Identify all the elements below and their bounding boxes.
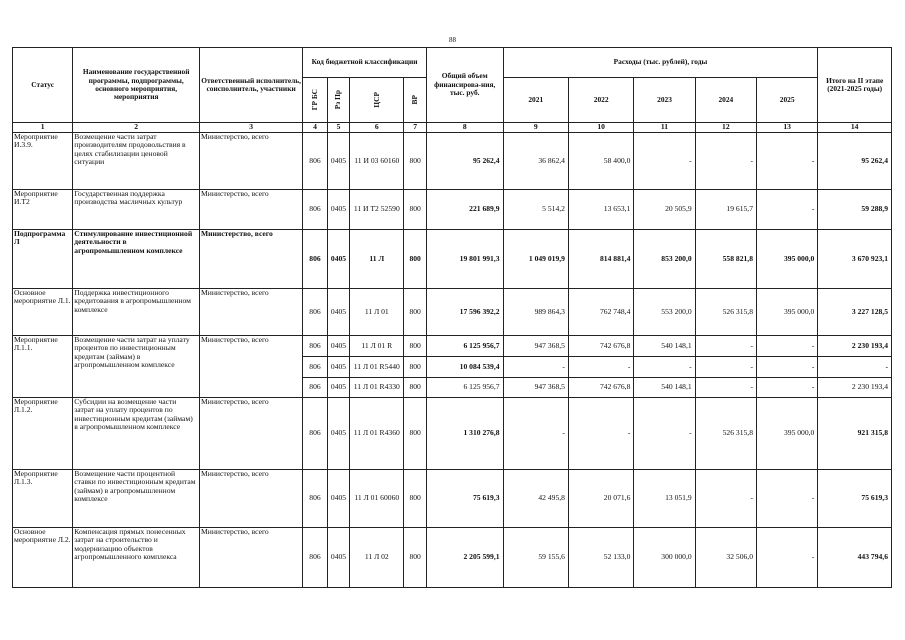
cell-csr: 11 Л 01 60060 <box>350 470 404 528</box>
cell-grbs: 806 <box>303 528 328 588</box>
header-rzpr <box>327 78 349 123</box>
cell-y2021: 947 368,5 <box>503 336 568 357</box>
cell-y2022: - <box>568 357 633 378</box>
column-number: 2 <box>73 123 200 133</box>
cell-csr: 11 И 03 60160 <box>350 133 404 190</box>
budget-table <box>12 47 892 588</box>
row-executor: Министерство, всего <box>200 230 303 289</box>
header-year: 2024 <box>695 78 756 123</box>
cell-y2021: 42 495,8 <box>503 470 568 528</box>
cell-vr: 800 <box>404 289 427 336</box>
header-executor: Ответственный исполнитель, соисполнитель, участники <box>200 48 303 123</box>
cell-csr: 11 Л <box>350 230 404 289</box>
cell-y2022: 814 881,4 <box>568 230 633 289</box>
page-number: 88 <box>449 36 456 44</box>
cell-sum: 2 230 193,4 <box>818 378 892 398</box>
cell-sum: 75 619,3 <box>818 470 892 528</box>
cell-rzpr: 0405 <box>327 190 349 230</box>
column-number: 4 <box>303 123 328 133</box>
table-row <box>13 133 892 190</box>
cell-rzpr: 0405 <box>327 336 349 357</box>
cell-total: 19 801 991,3 <box>426 230 503 289</box>
table-row <box>13 190 892 230</box>
cell-y2021: - <box>503 398 568 470</box>
cell-grbs: 806 <box>303 336 328 357</box>
cell-y2025: - <box>756 528 817 588</box>
cell-total: 221 689,9 <box>426 190 503 230</box>
cell-rzpr: 0405 <box>327 289 349 336</box>
row-name: Поддержка инвестиционного кредитования в агропромышленном комплексе <box>73 289 200 336</box>
column-number: 7 <box>404 123 427 133</box>
table-row <box>13 470 892 528</box>
row-status: Основное мероприятие Л.1. <box>13 289 73 336</box>
row-status: Мероприятие И.Т2 <box>13 190 73 230</box>
column-number: 9 <box>503 123 568 133</box>
cell-y2021: 989 864,3 <box>503 289 568 336</box>
cell-grbs: 806 <box>303 357 328 378</box>
cell-y2025: 395 000,0 <box>756 398 817 470</box>
row-name: Стимулирование инвестиционной деятельности в агропромышленном комплексе <box>73 230 200 289</box>
cell-sum: 443 794,6 <box>818 528 892 588</box>
row-name: Возмещение части процентной ставки по инвестиционным кредитам (займам) в агропромышленном комплексе <box>73 470 200 528</box>
cell-sum: 3 227 128,5 <box>818 289 892 336</box>
column-number: 3 <box>200 123 303 133</box>
table-row <box>13 398 892 470</box>
column-numbers-row <box>13 123 892 133</box>
column-number: 12 <box>695 123 756 133</box>
header-stage-total: Итого на II этапе (2021-2025 годы) <box>818 48 892 123</box>
cell-sum: 3 670 923,1 <box>818 230 892 289</box>
cell-vr: 800 <box>404 470 427 528</box>
cell-y2022: - <box>568 398 633 470</box>
row-status: Основное мероприятие Л.2. <box>13 528 73 588</box>
header-name: Наименование государственной программы, подпрограммы, основного мероприятия, мероприятия <box>73 48 200 123</box>
header-status: Статус <box>13 48 73 123</box>
column-number: 5 <box>327 123 349 133</box>
row-name: Государственная поддержка производства масличных культур <box>73 190 200 230</box>
header-vr-label: ВР <box>409 95 419 105</box>
row-status: Мероприятие Л.1.3. <box>13 470 73 528</box>
row-status: Мероприятие Л.1.2. <box>13 398 73 470</box>
header-year: 2023 <box>634 78 695 123</box>
row-status: Мероприятие И.3.9. <box>13 133 73 190</box>
cell-sum: 59 288,9 <box>818 190 892 230</box>
cell-y2023: 553 200,0 <box>634 289 695 336</box>
cell-sum: 2 230 193,4 <box>818 336 892 357</box>
cell-csr: 11 И Т2 52590 <box>350 190 404 230</box>
cell-csr: 11 Л 02 <box>350 528 404 588</box>
cell-csr: 11 Л 01 <box>350 289 404 336</box>
cell-grbs: 806 <box>303 289 328 336</box>
header-grbs-label: ГР БС <box>309 89 319 111</box>
header-year: 2025 <box>756 78 817 123</box>
column-number: 8 <box>426 123 503 133</box>
cell-y2025: - <box>756 470 817 528</box>
cell-vr: 800 <box>404 378 427 398</box>
row-executor: Министерство, всего <box>200 133 303 190</box>
cell-grbs: 806 <box>303 378 328 398</box>
cell-y2023: 20 505,9 <box>634 190 695 230</box>
header-year: 2022 <box>568 78 633 123</box>
header-vr <box>404 78 427 123</box>
cell-total: 95 262,4 <box>426 133 503 190</box>
cell-csr: 11 Л 01 R <box>350 336 404 357</box>
cell-total: 17 596 392,2 <box>426 289 503 336</box>
cell-y2025: - <box>756 378 817 398</box>
row-name: Возмещение части затрат на уплату процентов по инвестиционным кредитам (займам) в агропромышленном комплексе <box>73 336 200 398</box>
cell-sum: 95 262,4 <box>818 133 892 190</box>
table-row <box>13 289 892 336</box>
cell-csr: 11 Л 01 R5440 <box>350 357 404 378</box>
cell-csr: 11 Л 01 R4360 <box>350 398 404 470</box>
header-grbs <box>303 78 328 123</box>
row-executor: Министерство, всего <box>200 528 303 588</box>
row-status: Мероприятие Л.1.1. <box>13 336 73 398</box>
cell-y2024: - <box>695 133 756 190</box>
header-csr-label: ЦСР <box>371 92 381 108</box>
cell-y2022: 20 071,6 <box>568 470 633 528</box>
cell-y2021: 947 368,5 <box>503 378 568 398</box>
cell-total: 10 084 539,4 <box>426 357 503 378</box>
cell-y2025: 395 000,0 <box>756 289 817 336</box>
column-number: 10 <box>568 123 633 133</box>
cell-y2022: 742 676,8 <box>568 378 633 398</box>
cell-y2023: - <box>634 398 695 470</box>
cell-y2023: 540 148,1 <box>634 336 695 357</box>
cell-y2022: 58 400,0 <box>568 133 633 190</box>
cell-y2025: - <box>756 357 817 378</box>
header-rzpr-label: Рз Пр <box>333 90 343 110</box>
cell-y2024: 19 615,7 <box>695 190 756 230</box>
row-executor: Министерство, всего <box>200 398 303 470</box>
cell-rzpr: 0405 <box>327 470 349 528</box>
cell-y2024: 558 821,8 <box>695 230 756 289</box>
cell-vr: 800 <box>404 230 427 289</box>
cell-total: 2 205 599,1 <box>426 528 503 588</box>
cell-total: 6 125 956,7 <box>426 378 503 398</box>
cell-y2023: - <box>634 357 695 378</box>
row-executor: Министерство, всего <box>200 190 303 230</box>
cell-y2021: 1 049 019,9 <box>503 230 568 289</box>
cell-vr: 800 <box>404 357 427 378</box>
cell-vr: 800 <box>404 336 427 357</box>
column-number: 13 <box>756 123 817 133</box>
cell-total: 75 619,3 <box>426 470 503 528</box>
cell-y2021: - <box>503 357 568 378</box>
cell-y2024: 526 315,8 <box>695 398 756 470</box>
cell-grbs: 806 <box>303 230 328 289</box>
cell-vr: 800 <box>404 190 427 230</box>
cell-vr: 800 <box>404 398 427 470</box>
cell-rzpr: 0405 <box>327 230 349 289</box>
header-total: Общий объем финансирова-ния, тыс. руб. <box>426 48 503 123</box>
cell-y2022: 52 133,0 <box>568 528 633 588</box>
cell-y2023: 300 000,0 <box>634 528 695 588</box>
cell-y2021: 36 862,4 <box>503 133 568 190</box>
cell-y2023: 540 148,1 <box>634 378 695 398</box>
table-row <box>13 230 892 289</box>
table-row <box>13 336 892 357</box>
cell-rzpr: 0405 <box>327 398 349 470</box>
cell-sum: 921 315,8 <box>818 398 892 470</box>
header-budget-code: Код бюджетной классификации <box>303 48 427 78</box>
row-executor: Министерство, всего <box>200 336 303 398</box>
cell-y2021: 5 514,2 <box>503 190 568 230</box>
cell-y2021: 59 155,6 <box>503 528 568 588</box>
row-status: Подпрограмма Л <box>13 230 73 289</box>
header-year: 2021 <box>503 78 568 123</box>
cell-rzpr: 0405 <box>327 528 349 588</box>
cell-y2025: - <box>756 336 817 357</box>
cell-sum: - <box>818 357 892 378</box>
row-name: Компенсация прямых понесенных затрат на строительство и модернизацию объектов агропромышленного комплекса <box>73 528 200 588</box>
cell-y2022: 13 653,1 <box>568 190 633 230</box>
column-number: 6 <box>350 123 404 133</box>
cell-y2024: - <box>695 336 756 357</box>
cell-y2023: - <box>634 133 695 190</box>
cell-grbs: 806 <box>303 470 328 528</box>
cell-y2023: 13 051,9 <box>634 470 695 528</box>
cell-grbs: 806 <box>303 190 328 230</box>
cell-grbs: 806 <box>303 398 328 470</box>
row-name: Возмещение части затрат производителям продовольствия в целях стабилизации ценовой ситуации <box>73 133 200 190</box>
cell-grbs: 806 <box>303 133 328 190</box>
cell-y2025: - <box>756 133 817 190</box>
cell-y2024: - <box>695 378 756 398</box>
cell-y2024: 526 315,8 <box>695 289 756 336</box>
row-executor: Министерство, всего <box>200 289 303 336</box>
column-number: 11 <box>634 123 695 133</box>
cell-total: 1 310 276,8 <box>426 398 503 470</box>
cell-y2024: 32 506,0 <box>695 528 756 588</box>
header-expenses: Расходы (тыс. рублей), годы <box>503 48 818 78</box>
cell-vr: 800 <box>404 133 427 190</box>
table-row <box>13 528 892 588</box>
cell-y2024: - <box>695 357 756 378</box>
cell-y2023: 853 200,0 <box>634 230 695 289</box>
cell-y2024: - <box>695 470 756 528</box>
cell-y2022: 742 676,8 <box>568 336 633 357</box>
cell-y2022: 762 748,4 <box>568 289 633 336</box>
column-number: 1 <box>13 123 73 133</box>
header-csr <box>350 78 404 123</box>
cell-y2025: - <box>756 190 817 230</box>
column-number: 14 <box>818 123 892 133</box>
cell-vr: 800 <box>404 528 427 588</box>
cell-total: 6 125 956,7 <box>426 336 503 357</box>
row-executor: Министерство, всего <box>200 470 303 528</box>
cell-csr: 11 Л 01 R4330 <box>350 378 404 398</box>
cell-y2025: 395 000,0 <box>756 230 817 289</box>
row-name: Субсидии на возмещение части затрат на уплату процентов по инвестиционным кредитам (займам) в агропромышленном комплексе <box>73 398 200 470</box>
cell-rzpr: 0405 <box>327 133 349 190</box>
cell-rzpr: 0405 <box>327 357 349 378</box>
cell-rzpr: 0405 <box>327 378 349 398</box>
